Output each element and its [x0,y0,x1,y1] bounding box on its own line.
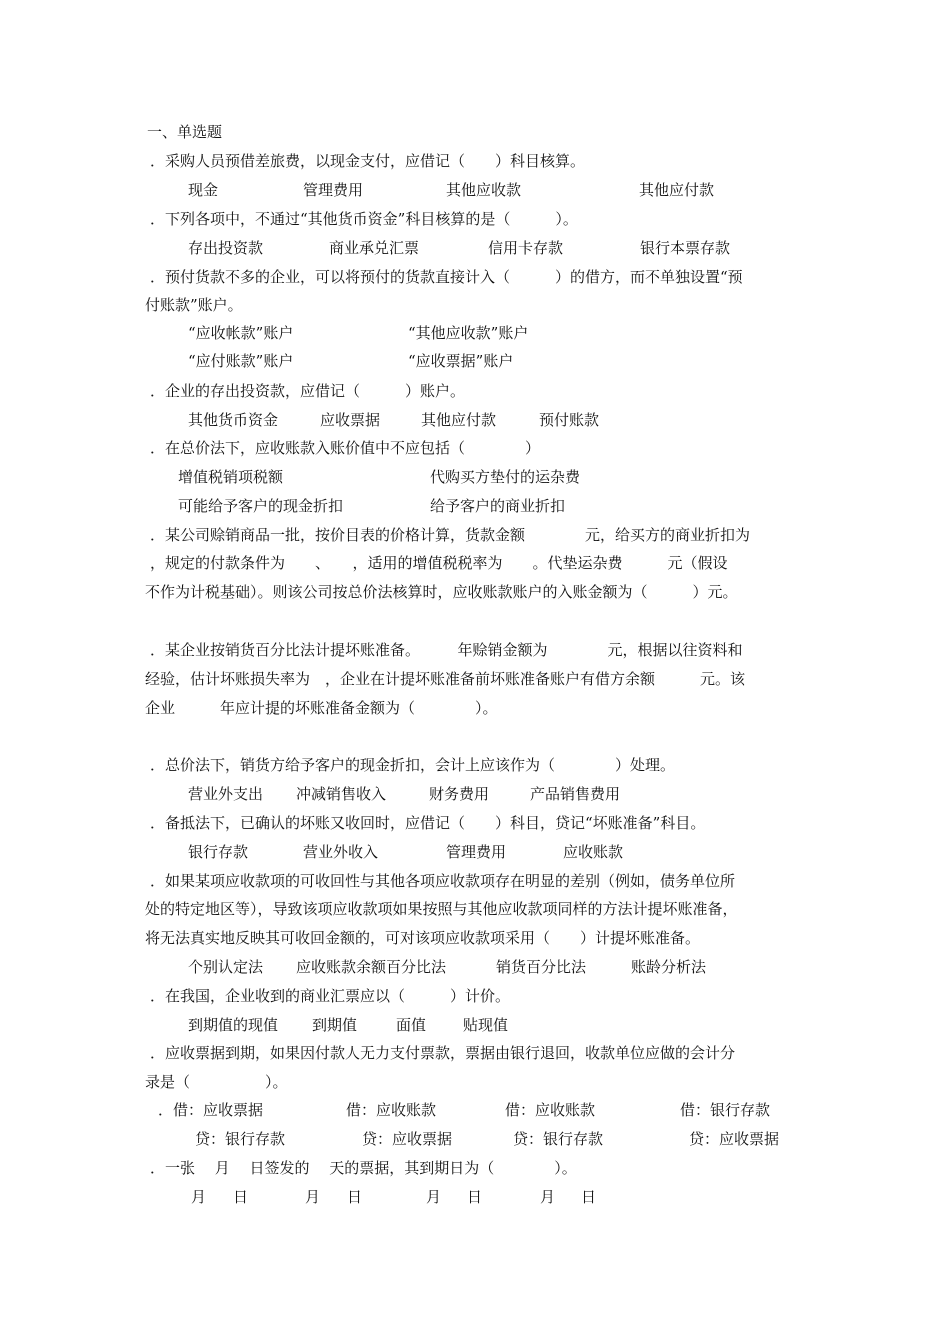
text-line: ．某公司赊销商品一批，按价目表的价格计算，货款金额 元，给买方的商业折扣为 [150,526,751,544]
text-line: 借：银行存款 [680,1101,771,1119]
text-line: 银行本票存款 [640,239,731,257]
text-line: 日 [581,1188,597,1206]
text-line: 应收账款 [563,843,624,861]
text-line: 信用卡存款 [488,239,564,257]
text-line: 将无法真实地反映其可收回金额的，可对该项应收款项采用（ ）计提坏账准备。 [145,929,701,947]
text-line: 贷：银行存款 [195,1130,286,1148]
text-line: 商业承兑汇票 [329,239,420,257]
section-title: 一、单选题 [147,123,223,141]
text-line: 预付账款 [539,411,600,429]
text-line: 面值 [396,1016,427,1034]
text-line: “应付账款”账户 [188,352,294,370]
text-line: ．在我国，企业收到的商业汇票应以（ ）计价。 [150,987,511,1005]
text-line: 贷：银行存款 [513,1130,604,1148]
text-line: 贷：应收票据 [362,1130,453,1148]
text-line: 现金 [188,181,219,199]
text-line: 借：应收账款 [505,1101,596,1119]
text-line: 存出投资款 [188,239,264,257]
text-line: 其他货币资金 [188,411,279,429]
text-line: 冲减销售收入 [296,785,387,803]
text-line: 账龄分析法 [631,958,707,976]
text-line: 财务费用 [429,785,490,803]
text-line: 其他应付款 [421,411,497,429]
text-line: ．预付货款不多的企业，可以将预付的货款直接计入（ ）的借方，而不单独设置“预 [150,268,743,286]
text-line: 日 [467,1188,483,1206]
text-line: 营业外收入 [303,843,379,861]
text-line: “其他应收款”账户 [408,324,529,342]
text-line: 给予客户的商业折扣 [430,497,566,515]
text-line: 应收票据 [320,411,381,429]
text-line: ，规定的付款条件为 、 ，适用的增值税税率为 。代垫运杂费 元（假设 [150,554,728,572]
text-line: 应收账款余额百分比法 [296,958,447,976]
text-line: 代购买方垫付的运杂费 [430,468,581,486]
text-line: 月 [426,1188,442,1206]
text-line: 到期值的现值 [188,1016,279,1034]
text-line: 录是（ ）。 [145,1073,288,1091]
text-line: 产品销售费用 [530,785,621,803]
text-line: ．应收票据到期，如果因付款人无力支付票款，票据由银行退回，收款单位应做的会计分 [150,1044,736,1062]
text-line: “应收帐款”账户 [188,324,294,342]
text-line: ．下列各项中，不通过“其他货币资金”科目核算的是（ ）。 [150,210,578,228]
text-line: 付账款”账户。 [145,296,243,314]
text-line: 月 [191,1188,207,1206]
text-line: 贴现值 [463,1016,509,1034]
text-line: ．一张 月 日签发的 天的票据，其到期日为（ ）。 [150,1159,577,1177]
text-line: 处的特定地区等），导致该项应收款项如果按照与其他应收款项同样的方法计提坏账准备， [145,900,738,918]
text-line: 借：应收账款 [346,1101,437,1119]
text-line: 增值税销项税额 [178,468,284,486]
text-line: ．备抵法下，已确认的坏账又收回时，应借记（ ）科目，贷记“坏账准备”科目。 [150,814,706,832]
text-line: “应收票据”账户 [408,352,514,370]
text-line: 企业 年应计提的坏账准备金额为（ ）。 [145,699,498,717]
text-line: ．总价法下，销货方给予客户的现金折扣，会计上应该作为（ ）处理。 [150,756,676,774]
text-line: 月 [540,1188,556,1206]
text-line: 日 [347,1188,363,1206]
text-line: 不作为计税基础）。则该公司按总价法核算时，应收账款账户的入账金额为（ ）元。 [145,583,738,601]
text-line: 银行存款 [188,843,249,861]
text-line: 月 [305,1188,321,1206]
text-line: 贷：应收票据 [689,1130,780,1148]
text-line: 管理费用 [446,843,507,861]
text-line: ．借：应收票据 [158,1101,264,1119]
text-line: 销货百分比法 [496,958,587,976]
text-line: 营业外支出 [188,785,264,803]
text-line: ．采购人员预借差旅费，以现金支付，应借记（ ）科目核算。 [150,152,586,170]
text-line: ．某企业按销货百分比法计提坏账准备。 年赊销金额为 元，根据以往资料和 [150,641,743,659]
text-line: 其他应付款 [639,181,715,199]
text-line: 到期值 [312,1016,358,1034]
text-line: 经验，估计坏账损失率为 ，企业在计提坏账准备前坏账准备账户有借方余额 元。该 [145,670,746,688]
text-line: 个别认定法 [188,958,264,976]
text-line: 管理费用 [303,181,364,199]
text-line: ．在总价法下，应收账款入账价值中不应包括（ ） [150,439,541,457]
text-line: ．如果某项应收款项的可收回性与其他各项应收款项存在明显的差别（例如，债务单位所 [150,872,736,890]
text-line: 其他应收款 [446,181,522,199]
text-line: 日 [233,1188,249,1206]
text-line: ．企业的存出投资款，应借记（ ）账户。 [150,382,466,400]
text-line: 可能给予客户的现金折扣 [178,497,344,515]
